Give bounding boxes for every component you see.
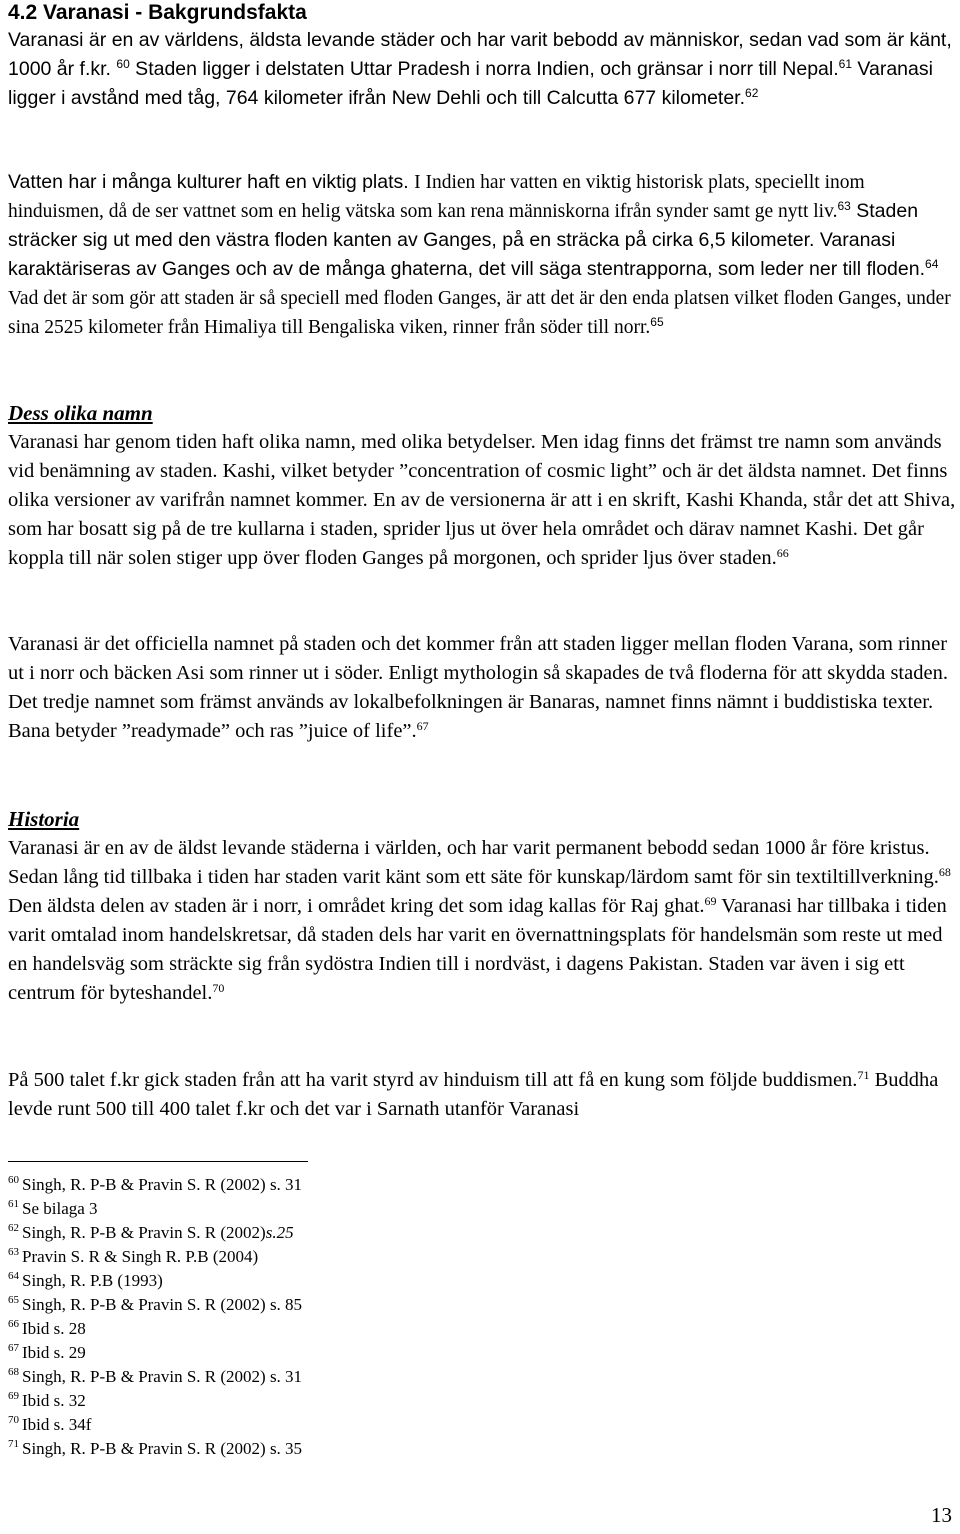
footnote-number: 67 [8, 1342, 19, 1354]
footnote-ref: 62 [745, 86, 759, 100]
text-run: Staden ligger i delstaten Uttar Pradesh i norra Indien, och gränsar i norr till Nepal. [129, 58, 839, 80]
footnote-number: 71 [8, 1438, 19, 1450]
footnote-item [8, 1437, 302, 1461]
footnote-number: 63 [8, 1246, 19, 1258]
text-run: På 500 talet f.kr gick staden från att ha varit styrd av hinduism till att få en kung som följde buddismen. [8, 1069, 858, 1091]
footnote-ref: 67 [416, 719, 429, 733]
footnote-text: Singh, R. P-B & Pravin S. R (2002) s. 31 [22, 1367, 303, 1386]
text-run: Varanasi är en av de äldst levande städerna i världen, och har varit permanent bebodd sedan 1000 år före kristus. Sedan lång tid tillbaka i tiden har staden varit känt som ett säte för kunskap/lärdom samt för sin textiltillverkning. [8, 837, 939, 888]
paragraph-official-name [8, 630, 956, 746]
text-run: Varanasi har tillbaka i tiden varit omtalad inom handelskretsar, då staden dels har varit en övernattningsplats för handelsmän som reste ut med en handelsväg som sträckte sig från sydöstra Indien till i nordväst, i dagens Pakistan. Staden var även i sig ett centrum för byteshandel. [8, 895, 947, 1004]
footnote-ref: 63 [837, 199, 851, 213]
footnote-ref: 61 [838, 57, 852, 71]
footnote-number: 65 [8, 1294, 19, 1306]
text-run: Den äldsta delen av staden är i norr, i området kring det som idag kallas för Raj ghat. [8, 895, 705, 917]
text-run: Varanasi är en av världens, äldsta levande städer och har varit bebodd av människor, sedan vad som är känt, 1000 år f.kr. [8, 29, 952, 80]
footnote-number: 68 [8, 1366, 19, 1378]
footnote-ref: 68 [938, 865, 951, 879]
footnote-ref: 66 [776, 546, 789, 560]
footnote-text: Pravin S. R & Singh R. P.B (2004) [22, 1247, 259, 1266]
footnote-number: 61 [8, 1198, 19, 1210]
footnote-item [8, 1269, 302, 1293]
footnote-text: Singh, R. P-B & Pravin S. R (2002) [22, 1223, 266, 1242]
footnote-list [8, 1173, 302, 1461]
footnote-item [8, 1317, 302, 1341]
footnote-item [8, 1413, 302, 1437]
footnote-number: 66 [8, 1318, 19, 1330]
text-run: Varanasi är det officiella namnet på staden och det kommer från att staden ligger mellan floden Varana, som rinner ut i norr och bäcken Asi som rinner ut i söder. Enligt mythologin så skapades de två floderna för att skydda staden. Det tredje namnet som främst används av lokalbefolkningen är Banaras, namnet finns nämnt i buddistiska texter. Bana betyder ”readymade” och ras ”juice of life”. [8, 633, 948, 742]
footnote-ref: 65 [650, 315, 664, 329]
subheading-history: Historia [8, 807, 80, 831]
footnote-ref: 64 [925, 257, 939, 271]
footnote-item [8, 1341, 302, 1365]
paragraph-history [8, 834, 956, 1008]
page-number: 13 [931, 1503, 952, 1527]
text-run: Varanasi ligger i avstånd med tåg, 764 kilometer ifrån New Dehli och till Calcutta 677 kilometer. [8, 58, 933, 109]
text-run: Vad det är som gör att staden är så speciell med floden Ganges, är att det är den enda platsen vilket floden Ganges, under sina 2525 kilometer från Himaliya till Bengaliska viken, rinner från söder till norr. [8, 288, 951, 338]
footnote-text: Ibid s. 28 [22, 1319, 86, 1338]
footnote-number: 60 [8, 1174, 19, 1186]
text-run: Varanasi har genom tiden haft olika namn, med olika betydelser. Men idag finns det främst tre namn som används vid benämning av staden. Kashi, vilket betyder ”concentration of cosmic light” och är det äldsta namnet. Det finns olika versioner av varifrån namnet kommer. En av de versionerna är att i en skrift, Kashi Khanda, står det att Shiva, som har bosatt sig på de tre kullarna i staden, sprider ljus ut över hela området och därav namnet Kashi. Det går koppla till när solen stiger upp över floden Ganges på morgonen, och sprider ljus över staden. [8, 431, 956, 569]
footnote-ref: 69 [704, 894, 717, 908]
text-run: Varanasi karaktäriseras av Ganges och av de många ghaterna, det vill säga stentrapporna, som leder ner till floden. [8, 229, 926, 280]
footnote-item [8, 1389, 302, 1413]
text-run: I Indien har vatten en viktig historisk plats, speciellt inom hinduismen, då de ser vattnet som en helig vätska som kan rena människorna ifrån synder samt ge nytt liv. [8, 172, 865, 222]
paragraph-intro [8, 26, 956, 113]
text-run: Buddha levde runt 500 till 400 talet f.kr och det var i Sarnath utanför Varanasi [8, 1069, 939, 1120]
footnote-item [8, 1173, 302, 1197]
footnote-text: Singh, R. P-B & Pravin S. R (2002) s. 31 [22, 1175, 303, 1194]
footnote-number: 64 [8, 1270, 19, 1282]
paragraph-water [8, 168, 956, 342]
footnote-text: Ibid s. 29 [22, 1343, 86, 1362]
subheading-names: Dess olika namn [8, 401, 153, 425]
footnote-item [8, 1197, 302, 1221]
footnote-ref: 60 [116, 57, 130, 71]
footnote-page: s.25 [265, 1223, 294, 1242]
footnote-item [8, 1365, 302, 1389]
footnote-text: Singh, R. P-B & Pravin S. R (2002) s. 85 [22, 1295, 303, 1314]
paragraph-buddhism [8, 1066, 956, 1124]
footnote-ref: 71 [857, 1068, 870, 1082]
footnote-item [8, 1245, 302, 1269]
footnote-ref: 70 [212, 981, 225, 995]
footnote-item [8, 1221, 302, 1245]
footnote-text: Singh, R. P-B & Pravin S. R (2002) s. 35 [22, 1439, 303, 1458]
section-heading: 4.2 Varanasi - Bakgrundsfakta [8, 1, 307, 24]
paragraph-names [8, 428, 956, 573]
text-run: Vatten har i många kulturer haft en viktig plats. [8, 171, 415, 193]
footnote-text: Singh, R. P.B (1993) [22, 1271, 163, 1290]
footnote-text: Ibid s. 34f [22, 1415, 92, 1434]
footnote-number: 70 [8, 1414, 19, 1426]
footnote-separator [8, 1161, 308, 1162]
footnote-text: Ibid s. 32 [22, 1391, 86, 1410]
footnote-item [8, 1293, 302, 1317]
footnote-number: 62 [8, 1222, 19, 1234]
footnote-text: Se bilaga 3 [22, 1199, 98, 1218]
footnote-number: 69 [8, 1390, 19, 1402]
text-run: Staden sträcker sig ut med den västra floden kanten av Ganges, på en sträcka på cirka 6,5 kilometer. [8, 200, 919, 251]
